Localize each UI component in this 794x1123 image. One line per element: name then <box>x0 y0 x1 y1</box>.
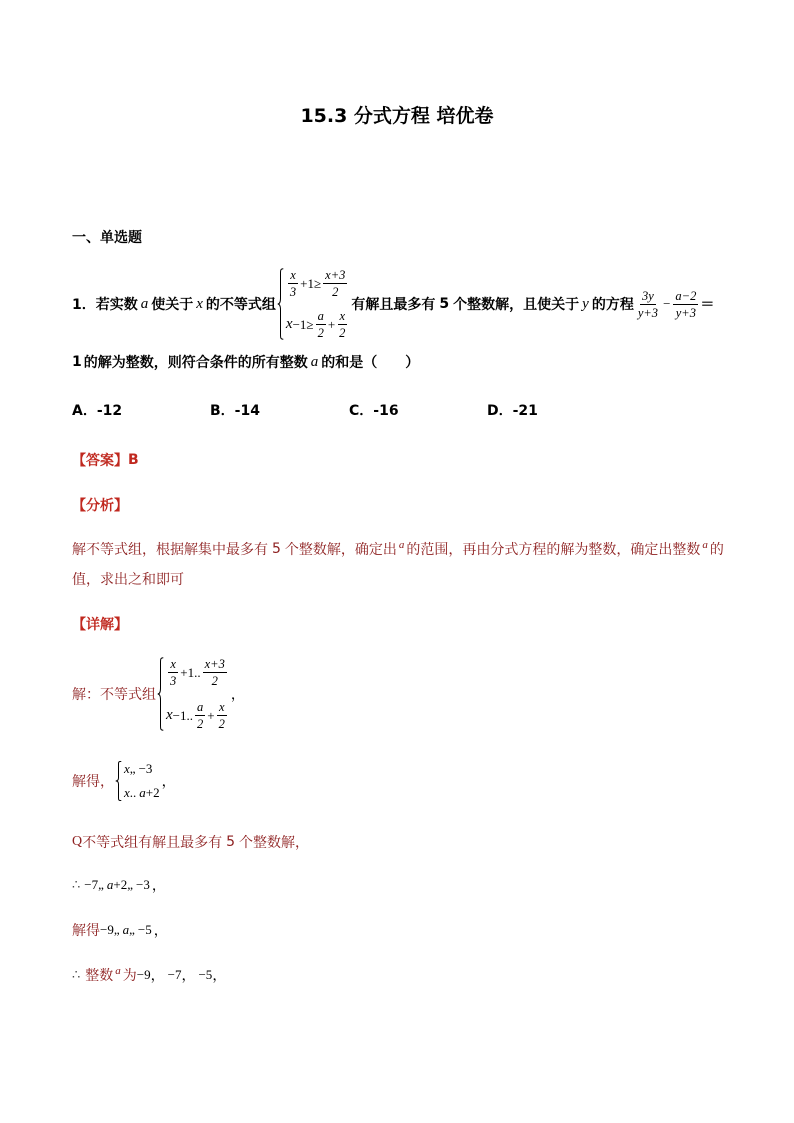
question-text: 的和是（ ） <box>321 355 420 371</box>
analysis-line-2: 值，求出之和即可 <box>72 572 184 588</box>
step-text: 解得 <box>72 923 100 939</box>
analysis-text: 5 <box>272 541 281 557</box>
because-symbol: Q <box>72 834 83 849</box>
step-text: 解得， <box>72 774 114 790</box>
denominator: y+3 <box>675 305 696 320</box>
fraction <box>203 657 227 688</box>
denominator: 2 <box>218 717 225 731</box>
inequality-row-1 <box>286 268 349 299</box>
analysis-text: 解不等式组，根据解集中最多有 <box>72 542 268 558</box>
comma: ， <box>153 923 168 939</box>
inequality-rows <box>166 657 229 731</box>
inequality-system <box>277 268 349 340</box>
denominator: 2 <box>339 326 346 340</box>
math-value: −9 <box>136 967 151 982</box>
variable-x: x <box>196 295 203 312</box>
variable-a: a <box>398 539 405 551</box>
fraction <box>636 289 660 320</box>
solution-row-1 <box>124 761 160 777</box>
options-row <box>0 400 794 420</box>
variable-y: y <box>582 295 589 312</box>
equals-sign: ＝ <box>700 297 715 313</box>
option-c: C．-16 <box>349 403 399 419</box>
question-text: 的方程 <box>591 297 634 313</box>
variable-a: a <box>115 965 121 977</box>
math-value: −5 <box>198 967 213 982</box>
question-text: 有解且最多有 <box>351 297 436 313</box>
solution-rows <box>124 761 160 801</box>
math-value: −9„ <box>100 922 120 937</box>
answer-label: 【答案】 <box>72 453 128 469</box>
detail-step-5 <box>72 920 168 940</box>
operator: „ <box>129 761 136 776</box>
numerator: x <box>218 700 225 714</box>
math-value: −3 <box>138 761 153 776</box>
fraction <box>316 309 326 340</box>
inequality-row-1 <box>166 657 229 688</box>
step-text: 不等式组有解且最多有 <box>82 835 223 851</box>
question-number: 1． <box>72 297 96 313</box>
numerator: a <box>197 700 204 714</box>
denominator: 2 <box>197 717 204 731</box>
option-a: A．-12 <box>72 403 123 419</box>
comma: ， <box>181 968 196 984</box>
operator: + <box>207 707 215 723</box>
operator: +1.. <box>180 664 201 680</box>
operator: + <box>327 316 336 332</box>
left-brace-icon <box>157 657 164 731</box>
step-text: 解：不等式组 <box>72 687 156 703</box>
denominator: 3 <box>170 674 177 688</box>
inequality-system <box>157 657 229 731</box>
question-text: 个整数解，且使关于 <box>453 297 580 313</box>
left-brace-icon <box>115 761 122 801</box>
answer-value: B <box>128 452 139 468</box>
numerator: x+3 <box>325 268 346 282</box>
answer-line <box>72 450 139 470</box>
count-value: 5 <box>439 296 450 312</box>
therefore-symbol: ∴ <box>72 967 81 982</box>
numerator: a−2 <box>675 288 697 303</box>
math-var: x <box>285 316 293 332</box>
math-value: −7„ <box>84 877 104 892</box>
numerator: x <box>170 657 176 671</box>
variable-a: a <box>702 539 708 551</box>
numerator: 3y <box>642 288 654 303</box>
question-text: 使关于 <box>151 297 194 313</box>
operator: −1.. <box>172 707 194 723</box>
math-value: −5 <box>137 922 152 937</box>
analysis-label: 【分析】 <box>72 498 128 514</box>
denominator: 3 <box>289 285 297 299</box>
page-title: 15.3 分式方程 培优卷 <box>300 105 494 127</box>
math-value: +2„ <box>113 877 133 892</box>
denominator: 2 <box>211 674 218 688</box>
numerator: a <box>317 309 324 323</box>
variable-a: a <box>310 353 319 370</box>
step-text: 个整数解， <box>239 835 310 851</box>
fraction <box>168 657 178 688</box>
detail-step-2 <box>72 759 176 803</box>
fraction <box>217 700 227 731</box>
question-text: 1 <box>72 354 82 370</box>
fraction <box>337 309 347 340</box>
comma: ， <box>150 968 165 984</box>
detail-step-3 <box>72 832 309 852</box>
detail-step-1 <box>72 654 245 734</box>
question-1-line-2 <box>72 352 419 372</box>
question-text: 若实数 <box>95 297 138 313</box>
denominator: y+3 <box>637 305 659 320</box>
solution-system <box>115 761 160 801</box>
math-var: a <box>106 877 114 892</box>
denominator: 2 <box>317 326 324 340</box>
math-value: +2 <box>145 785 160 800</box>
option-d: D．-21 <box>487 403 538 419</box>
numerator: x <box>339 309 346 323</box>
section-heading: 一、单选题 <box>72 230 142 246</box>
numerator: x <box>290 268 296 282</box>
operator: +1≥ <box>300 275 322 291</box>
comma: ， <box>151 878 166 894</box>
analysis-line-1 <box>72 539 724 559</box>
question-text: 的解为整数，则符合条件的所有整数 <box>83 355 308 371</box>
math-var: a <box>139 785 146 800</box>
comma: ， <box>230 687 245 703</box>
comma: ， <box>212 968 227 984</box>
detail-step-4 <box>72 875 166 895</box>
left-brace-icon <box>277 268 284 340</box>
operator: − <box>663 296 671 311</box>
math-value: −3 <box>136 877 150 892</box>
question-1-line-1 <box>72 264 714 344</box>
operator: „ <box>129 922 135 937</box>
math-var: x <box>124 785 130 800</box>
step-text: 为 <box>122 968 137 984</box>
inequality-row-2 <box>286 309 349 340</box>
numerator: x+3 <box>204 657 225 671</box>
inequality-row-2 <box>166 700 229 731</box>
fraction <box>673 289 698 320</box>
variable-a: a <box>140 295 149 312</box>
math-var: x <box>166 707 173 723</box>
solution-row-2 <box>124 785 160 801</box>
count-value: 5 <box>226 834 236 850</box>
fraction <box>288 268 298 299</box>
detail-step-6 <box>72 965 226 985</box>
analysis-text: 的范围，再由分式方程的解为整数，确定出整数 <box>406 542 701 558</box>
question-text: 的不等式组 <box>205 297 276 313</box>
operator: .. <box>129 785 137 800</box>
option-b: B．-14 <box>210 403 260 419</box>
step-text: 整数 <box>85 968 114 984</box>
analysis-text: 的 <box>709 542 724 558</box>
math-var: a <box>122 922 130 937</box>
fraction <box>323 268 347 299</box>
operator: −1≥ <box>292 316 314 332</box>
comma: ， <box>161 774 176 790</box>
denominator: 2 <box>332 285 339 299</box>
math-value: −7 <box>167 967 182 982</box>
inequality-rows <box>286 268 349 340</box>
fraction <box>195 700 205 731</box>
detail-label: 【详解】 <box>72 617 128 633</box>
analysis-text: 个整数解，确定出 <box>284 542 397 558</box>
math-var: x <box>124 761 130 776</box>
therefore-symbol: ∴ <box>72 877 81 892</box>
